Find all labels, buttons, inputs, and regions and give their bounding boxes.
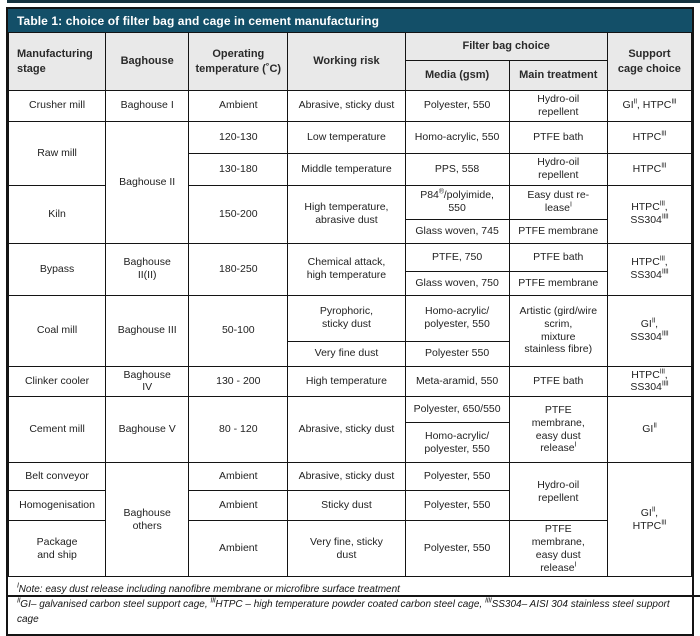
cell-treatment: PTFE bath	[509, 243, 607, 271]
cell-stage: Clinker cooler	[9, 366, 106, 397]
cell-risk: Middle temperature	[288, 153, 405, 185]
cell-cage: $HTPC^{III}$, $SS304^{IIII}$	[607, 366, 691, 397]
cell-cage: $GI^{II}$, $SS304^{IIII}$	[607, 295, 691, 366]
cell-risk: Abrasive, sticky dust	[288, 91, 405, 122]
cell-cage: $GI^{II}$	[607, 397, 691, 463]
cell-baghouse: Baghouse IV	[106, 366, 189, 397]
cell-temperature: 130 - 200	[189, 366, 288, 397]
table-row	[9, 121, 692, 153]
cell-media: Homo-acrylic/ polyester, 550	[405, 423, 509, 463]
cell-media: Polyester, 550	[405, 491, 509, 521]
cell-media: PTFE, 750	[405, 243, 509, 271]
cell-baghouse: Baghouse others	[106, 463, 189, 577]
cell-risk: Pyrophoric, sticky dust	[288, 295, 405, 341]
cell-baghouse: Baghouse II(II)	[106, 243, 189, 295]
cell-treatment: Hydro-oil repellent	[509, 463, 607, 521]
column-header-baghouse: Baghouse	[106, 33, 189, 91]
footnote-line: $^I$Note: easy dust release including nanofibre membrane or microfibre surface treatment	[17, 583, 400, 596]
cell-temperature: 80 - 120	[189, 397, 288, 463]
cell-risk: Very fine dust	[288, 341, 405, 366]
column-header-main-treatment: Main treatment	[509, 61, 607, 91]
column-header-media: Media (gsm)	[405, 61, 509, 91]
cell-cage: $GI^{II}$, $HTPC^{III}$	[607, 463, 691, 577]
filter-bag-table	[8, 32, 692, 577]
cell-media: Polyester, 650/550	[405, 397, 509, 423]
cell-media: Glass woven, 745	[405, 219, 509, 243]
cell-treatment: PTFE membrane	[509, 219, 607, 243]
cell-treatment: PTFE membrane, easy dust release$^I$	[509, 397, 607, 463]
cell-stage: Cement mill	[9, 397, 106, 463]
table-row	[9, 397, 692, 423]
cell-stage: Homogenisation	[9, 491, 106, 521]
cell-treatment: Artistic (gird/wire scrim, mixture stainless fibre)	[509, 295, 607, 366]
cell-temperature: Ambient	[189, 463, 288, 491]
cell-temperature: 130-180	[189, 153, 288, 185]
cell-temperature: 180-250	[189, 243, 288, 295]
cell-risk: High temperature	[288, 366, 405, 397]
cell-media: Polyester 550	[405, 341, 509, 366]
cell-treatment: PTFE membrane	[509, 271, 607, 295]
table-figure	[6, 7, 694, 636]
cell-risk: Low temperature	[288, 121, 405, 153]
cell-media: Polyester, 550	[405, 463, 509, 491]
cell-risk: Abrasive, sticky dust	[288, 463, 405, 491]
cell-stage: Coal mill	[9, 295, 106, 366]
cell-temperature: 50-100	[189, 295, 288, 366]
column-header-working-risk: Working risk	[288, 33, 405, 91]
cell-risk: Very fine, sticky dust	[288, 521, 405, 577]
top-rule	[7, 0, 700, 3]
cell-treatment: PTFE bath	[509, 121, 607, 153]
cell-temperature: Ambient	[189, 491, 288, 521]
cell-stage: Bypass	[9, 243, 106, 295]
cell-treatment: Easy dust re- lease$^I$	[509, 185, 607, 219]
cell-risk: Sticky dust	[288, 491, 405, 521]
cell-baghouse: Baghouse I	[106, 91, 189, 122]
table-row	[9, 366, 692, 397]
footnotes	[8, 577, 692, 634]
cell-cage: $GI^{II}$, $HTPC^{III}$	[607, 91, 691, 122]
cell-temperature: Ambient	[189, 91, 288, 122]
cell-temperature: Ambient	[189, 521, 288, 577]
cell-cage: $HTPC^{III}$	[607, 121, 691, 153]
cell-baghouse: Baghouse III	[106, 295, 189, 366]
column-header-filter-bag-choice: Filter bag choice	[405, 33, 607, 61]
cell-stage: Crusher mill	[9, 91, 106, 122]
cell-risk: High temperature, abrasive dust	[288, 185, 405, 243]
cell-cage: $HTPC^{III}$, $SS304^{IIII}$	[607, 185, 691, 243]
cell-media: PPS, 558	[405, 153, 509, 185]
cell-treatment: PTFE bath	[509, 366, 607, 397]
cell-media: Homo-acrylic/ polyester, 550	[405, 295, 509, 341]
cell-baghouse: Baghouse V	[106, 397, 189, 463]
table-row	[9, 91, 692, 122]
column-header-support-cage-choice: Support cage choice	[607, 33, 691, 91]
bottom-rule	[7, 595, 700, 597]
footnote-line: $^{II}$GI– galvanised carbon steel support cage, $^{III}$HTPC – high temperature powder coated carbon steel cage, $^{IIII}$SS304– AISI 304 stainless steel support cage	[17, 598, 670, 626]
cell-media: Polyester, 550	[405, 521, 509, 577]
cell-risk: Abrasive, sticky dust	[288, 397, 405, 463]
cell-stage: Belt conveyor	[9, 463, 106, 491]
cell-treatment: Hydro-oil repellent	[509, 153, 607, 185]
cell-temperature: 150-200	[189, 185, 288, 243]
table-row	[9, 463, 692, 491]
cell-media: Glass woven, 750	[405, 271, 509, 295]
table-row	[9, 243, 692, 271]
cell-treatment: Hydro-oil repellent	[509, 91, 607, 122]
cell-stage: Kiln	[9, 185, 106, 243]
column-header-manufacturing-stage: Manufacturing stage	[9, 33, 106, 91]
table-title: Table 1: choice of filter bag and cage in cement manufacturing	[8, 9, 692, 32]
column-header-operating-temperature: Operating temperature (˚C)	[189, 33, 288, 91]
table-row	[9, 295, 692, 341]
cell-stage: Package and ship	[9, 521, 106, 577]
cell-temperature: 120-130	[189, 121, 288, 153]
cell-cage: $HTPC^{III}$	[607, 153, 691, 185]
cell-media: P84®/polyimide, 550	[405, 185, 509, 219]
cell-stage: Raw mill	[9, 121, 106, 185]
cell-cage: $HTPC^{III}$, $SS304^{IIII}$	[607, 243, 691, 295]
cell-media: Homo-acrylic, 550	[405, 121, 509, 153]
cell-media: Polyester, 550	[405, 91, 509, 122]
cell-baghouse: Baghouse II	[106, 121, 189, 243]
cell-media: Meta-aramid, 550	[405, 366, 509, 397]
cell-treatment: PTFE membrane, easy dust release$^I$	[509, 521, 607, 577]
cell-risk: Chemical attack, high temperature	[288, 243, 405, 295]
